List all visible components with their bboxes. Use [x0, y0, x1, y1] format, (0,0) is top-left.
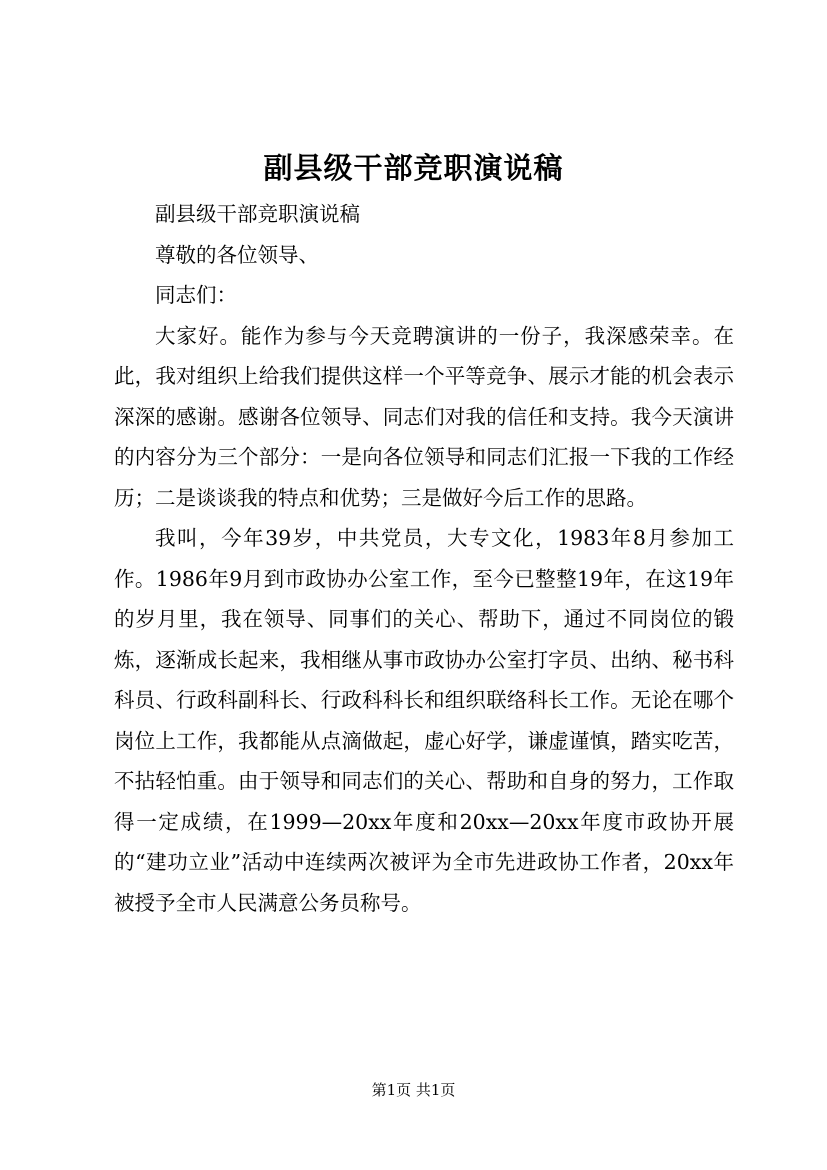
document-title: 副县级干部竞职演说稿	[263, 151, 564, 185]
paragraph-heading: 副县级干部竞职演说稿	[155, 202, 360, 226]
page-footer: 第1页 共1页	[371, 1081, 456, 1099]
document-body	[114, 194, 734, 923]
paragraph-experience: 我叫，今年39岁，中共党员，大专文化，1983年8月参加工作。1986年9月到市政协办公室工作，至今已整整19年，在这19年的岁月里，我在领导、同事们的关心、帮助下，通过不同岗位的锻炼，逐渐成长起来，我相继从事市政协办公室打字员、出纳、秘书科科员、行政科副科长、行政科科长和组织联络科长工作。无论在哪个岗位上工作，我都能从点滴做起，虚心好学，谦虚谨慎，踏实吃苦，不拈轻怕重。由于领导和同志们的关心、帮助和自身的努力，工作取得一定成绩，在1999—20xx年度和20xx—20xx年度市政协开展的“建功立业”活动中连续两次被评为全市先进政协工作者，20xx年被授予全市人民满意公务员称号。	[114, 526, 734, 915]
paragraph-salutation: 尊敬的各位领导、	[155, 242, 319, 267]
paragraph-intro: 大家好。能作为参与今天竞聘演讲的一份子，我深感荣幸。在此，我对组织上给我们提供这样一个平等竞争、展示才能的机会表示深深的感谢。感谢各位领导、同志们对我的信任和支持。我今天演讲的内容分为三个部分：一是向各位领导和同志们汇报一下我的工作经历；二是谈谈我的特点和优势；三是做好今后工作的思路。	[114, 323, 734, 510]
paragraph-salutation-2: 同志们：	[155, 283, 237, 307]
